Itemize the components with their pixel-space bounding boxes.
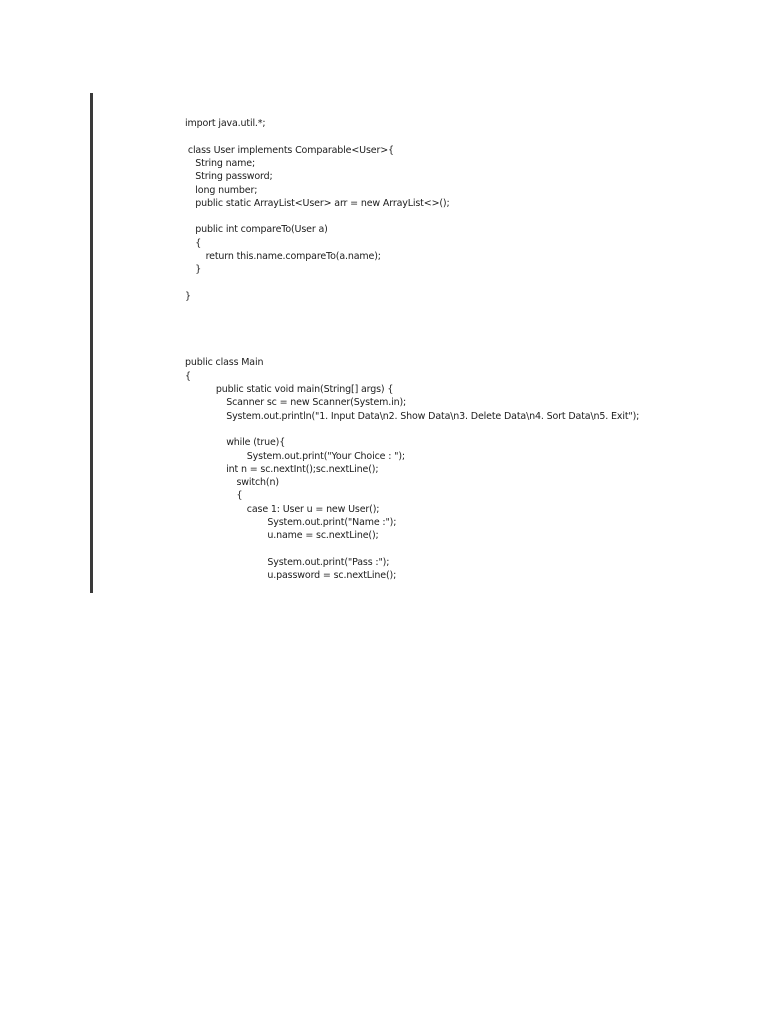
code-line: public static void main(String[] args) {	[215, 384, 394, 395]
code-line: System.out.println("1. Input Data\n2. Show Data\n3. Delete Data\n4. Sort Data\n5. Exit");	[226, 410, 640, 422]
code-line: import java.util.*;	[185, 118, 266, 129]
code-line: u.password = sc.nextLine();	[267, 570, 397, 582]
code-line: case 1: User u = new User();	[246, 503, 380, 515]
code-line: String password;	[195, 171, 273, 183]
code-line: while (true){	[226, 437, 286, 449]
code-line: {	[185, 370, 191, 382]
code-line: public static ArrayList<User> arr = new ArrayList<>();	[195, 197, 450, 209]
code-line: public int compareTo(User a)	[195, 224, 328, 236]
code-line: switch(n)	[236, 477, 279, 489]
code-line: {	[236, 490, 243, 502]
code-line: public class Main	[185, 357, 264, 369]
code-line: }	[195, 264, 202, 276]
code-line: {	[195, 237, 202, 249]
code-line: u.name = sc.nextLine();	[267, 530, 379, 542]
code-line: Scanner sc = new Scanner(System.in);	[226, 397, 407, 409]
code-line: class User implements Comparable<User>{	[185, 144, 394, 156]
code-line: System.out.print("Name :");	[267, 517, 397, 528]
code-line: int n = sc.nextInt();sc.nextLine();	[226, 463, 379, 475]
code-line: System.out.print("Pass :");	[267, 556, 390, 568]
code-line: }	[185, 290, 191, 302]
code-line: long number;	[195, 184, 258, 196]
code-line: String name;	[195, 157, 256, 169]
code-line: return this.name.compareTo(a.name);	[205, 251, 381, 262]
code-line: System.out.print("Your Choice : ");	[246, 450, 405, 462]
left-margin-rule	[90, 93, 93, 593]
